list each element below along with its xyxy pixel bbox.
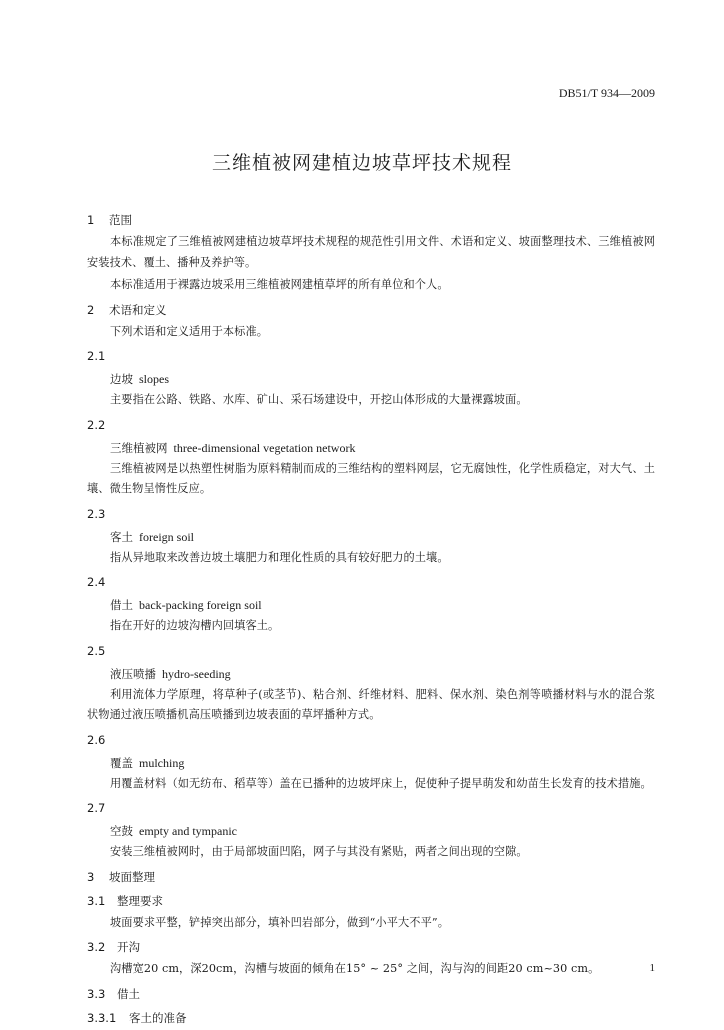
term-entry — [87, 437, 655, 459]
paragraph: 沟槽宽20 cm，深20cm，沟槽与坡面的倾角在15° ~ 25° 之间，沟与沟的间距20 cm~30 cm。 — [110, 962, 600, 975]
section-number: 3.3 — [87, 986, 106, 1001]
section-number: 2 — [87, 302, 95, 317]
section-heading — [87, 889, 655, 913]
section-title: 借土 — [117, 986, 140, 1001]
section-number: 1 — [87, 213, 95, 227]
paragraph: 主要指在公路、铁路、水库、矿山、采石场建设中，开挖山体形成的大量裸露坡面。 — [110, 393, 528, 406]
paragraph: 三维植被网是以热塑性树脂为原料精制而成的三维结构的塑料网层，它无腐蚀性，化学性质稳定，对大气、土壤、微生物呈惰性反应。 — [87, 461, 655, 495]
term-entry — [87, 752, 655, 774]
paragraph: 指从异地取来改善边坡土壤肥力和理化性质的具有较好肥力的土壤。 — [110, 550, 449, 564]
section-heading — [87, 865, 655, 889]
term-entry — [87, 594, 655, 616]
section-title: 术语和定义 — [109, 302, 167, 317]
paragraph: 指在开好的边坡沟槽内回填客土。 — [110, 619, 280, 632]
term-chinese: 空鼓 — [110, 824, 133, 838]
term-entry — [87, 820, 655, 842]
term-entry — [87, 368, 655, 390]
section-title: 客土的准备 — [129, 1010, 187, 1025]
paragraph: 利用流体力学原理，将草种子(或茎节)、粘合剂、纤维材料、肥料、保水剂、染色剂等喷播材料与水的混合浆状物通过液压喷播机高压喷播到边坡表面的草坪播种方式。 — [87, 687, 655, 721]
section-heading — [87, 413, 655, 437]
document-body — [87, 208, 655, 1030]
term-english: empty and tympanic — [139, 824, 237, 838]
section-heading — [87, 298, 655, 322]
section-heading — [87, 208, 655, 232]
term-english: mulching — [139, 755, 185, 770]
section-heading — [87, 570, 655, 594]
term-english: slopes — [139, 372, 169, 386]
section-number: 2.6 — [87, 732, 106, 747]
section-number: 3.1 — [87, 893, 106, 908]
section-heading — [87, 1006, 655, 1030]
section-heading — [87, 935, 655, 959]
term-english: back-packing foreign soil — [139, 598, 262, 612]
section-number: 2.1 — [87, 349, 106, 363]
section-number: 2.4 — [87, 575, 106, 589]
term-entry — [87, 663, 655, 685]
term-english: three-dimensional vegetation network — [173, 440, 356, 455]
term-entry — [87, 526, 655, 548]
section-heading — [87, 502, 655, 526]
section-number: 2.3 — [87, 506, 106, 521]
section-number: 2.5 — [87, 643, 106, 658]
section-number: 3.3.1 — [87, 1010, 117, 1025]
section-number: 2.7 — [87, 801, 106, 815]
paragraph: 用覆盖材料（如无纺布、稻草等）盖在已播种的边坡坪床上，促使种子提早萌发和幼苗生长发育的技术措施。 — [110, 776, 652, 790]
section-heading — [87, 344, 655, 368]
paragraph: 坡面要求平整，铲掉突出部分，填补凹岩部分，做到“小平大不平”。 — [110, 915, 449, 929]
paragraph: 下列术语和定义适用于本标准。 — [110, 324, 269, 338]
term-chinese: 覆盖 — [110, 755, 133, 770]
section-heading — [87, 796, 655, 820]
term-chinese: 液压喷播 — [110, 666, 156, 681]
paragraph: 本标准适用于裸露边坡采用三维植被网建植草坪的所有单位和个人。 — [110, 278, 449, 291]
term-english: hydro-seeding — [162, 666, 231, 681]
section-title: 开沟 — [117, 940, 140, 954]
term-chinese: 客土 — [110, 529, 133, 544]
term-english: foreign soil — [139, 529, 194, 544]
section-title: 整理要求 — [117, 893, 163, 908]
section-heading — [87, 639, 655, 663]
paragraph: 安装三维植被网时，由于局部坡面凹陷，网子与其没有紧贴，两者之间出现的空隙。 — [110, 845, 528, 858]
document-title: 三维植被网建植边坡草坪技术规程 — [211, 152, 512, 174]
section-number: 3.2 — [87, 940, 106, 954]
section-heading — [87, 728, 655, 752]
section-heading — [87, 982, 655, 1006]
term-chinese: 边坡 — [110, 372, 133, 386]
term-chinese: 三维植被网 — [110, 440, 168, 455]
page-number: 1 — [649, 962, 655, 974]
term-chinese: 借土 — [110, 598, 133, 612]
section-number: 2.2 — [87, 417, 106, 432]
section-title: 坡面整理 — [109, 869, 155, 884]
paragraph: 本标准规定了三维植被网建植边坡草坪技术规程的规范性引用文件、术语和定义、坡面整理技术、三维植被网安装技术、覆土、播种及养护等。 — [87, 235, 655, 269]
section-number: 3 — [87, 869, 95, 884]
section-title: 范围 — [109, 213, 132, 227]
standard-code: DB51/T 934—2009 — [558, 86, 655, 100]
